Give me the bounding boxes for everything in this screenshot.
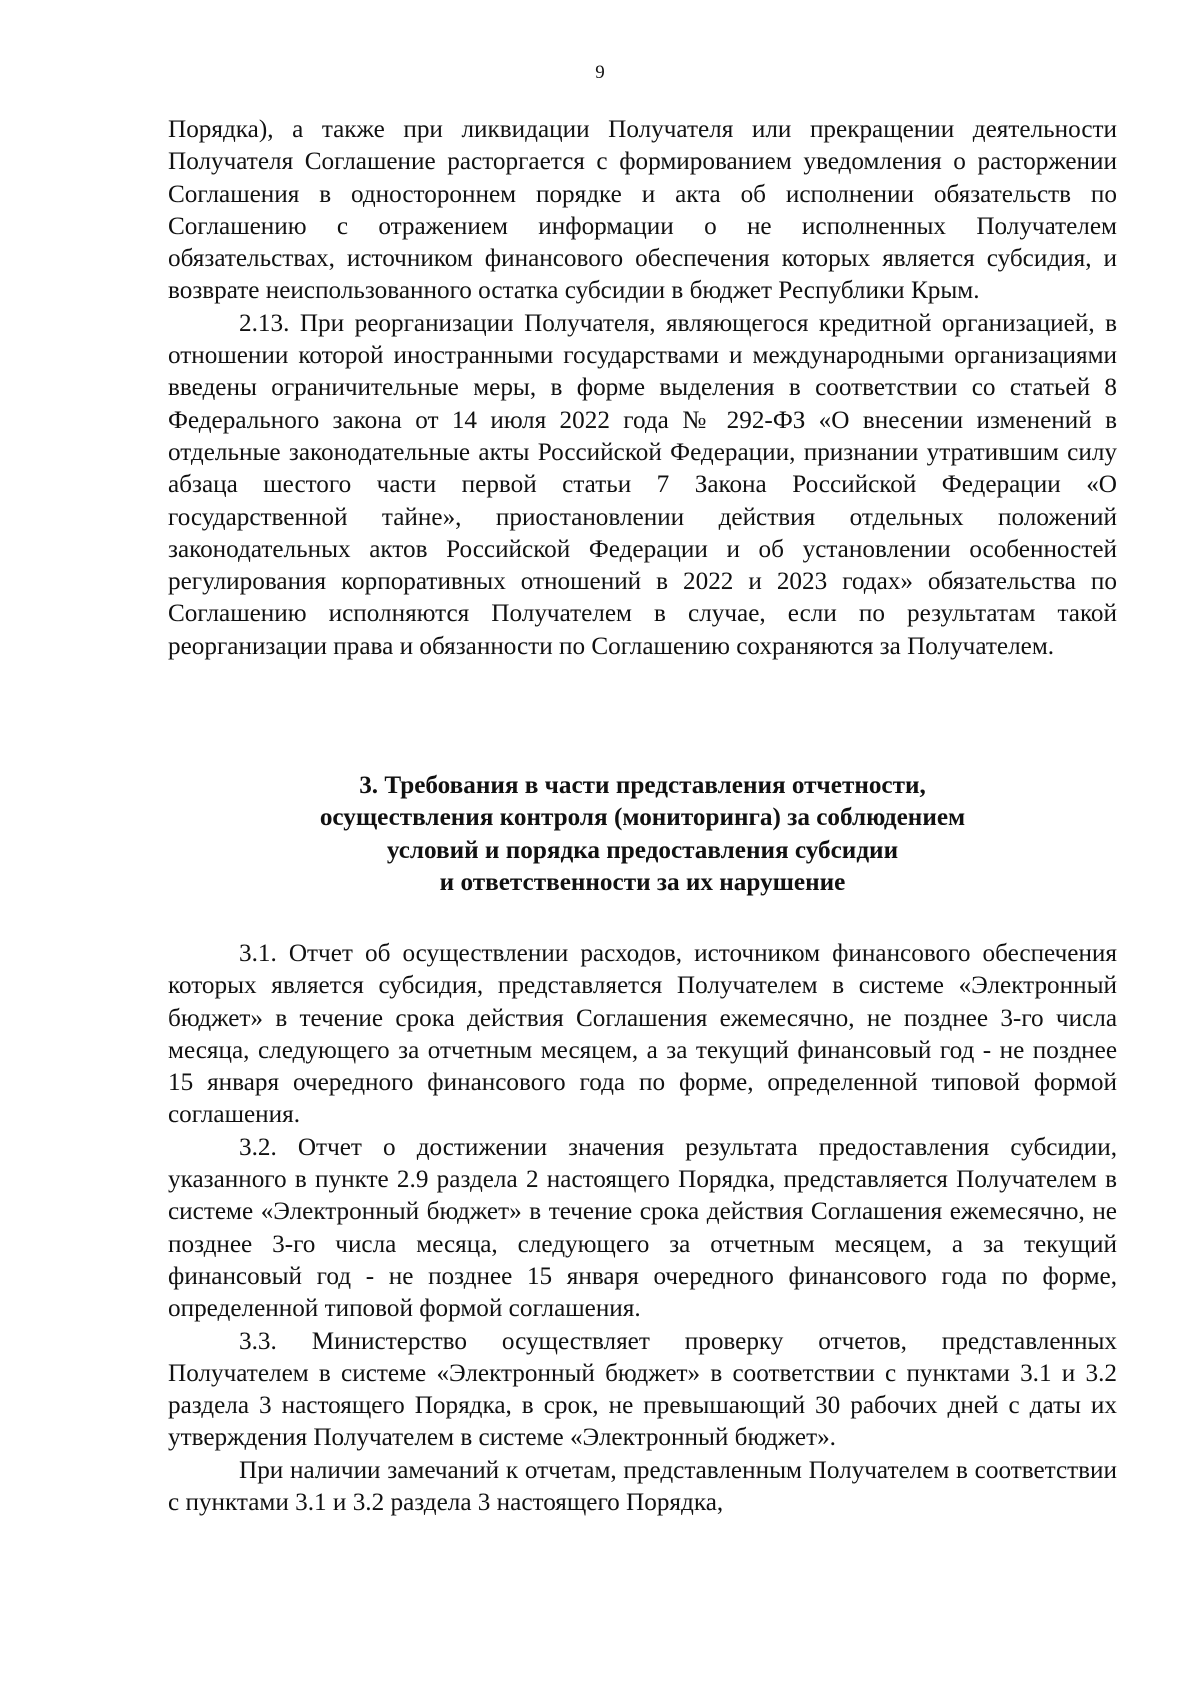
section-heading-line: осуществления контроля (мониторинга) за соблюдением bbox=[319, 804, 966, 832]
section-heading-line: условий и порядка предоставления субсидии bbox=[386, 836, 899, 864]
section-heading-line: и ответственности за их нарушение bbox=[439, 868, 846, 896]
paragraph-continuation: Порядка), а также при ликвидации Получателя или прекращении деятельности Получателя Соглашение расторгается с формированием уведомления о расторжении Соглашения в одностороннем порядке и акта об исполнении обязательств по Соглашению с отражением информации о не исполненных Получателем обязательствах, источником финансового обеспечения которых является субсидия, и возврате неиспользованного остатка субсидии в бюджет Республики Крым. bbox=[168, 116, 1117, 305]
section-3-heading bbox=[168, 770, 1117, 899]
text-block-bottom bbox=[168, 938, 1117, 1519]
section-heading-line: 3. Требования в части представления отчетности, bbox=[359, 772, 926, 799]
paragraph-remarks: При наличии замечаний к отчетам, представленным Получателем в соответствии с пунктами 3.1 и 3.2 раздела 3 настоящего Порядка, bbox=[168, 1456, 1117, 1517]
page-number: 9 bbox=[595, 62, 605, 83]
paragraph-3-1: 3.1. Отчет об осуществлении расходов, источником финансового обеспечения которых является субсидия, представляется Получателем в системе «Электронный бюджет» в течение срока действия Соглашения ежемесячно, не позднее 3-го числа месяца, следующего за отчетным месяцем, а за текущий финансовый год - не позднее 15 января очередного финансового года по форме, определенной типовой формой соглашения. bbox=[168, 940, 1117, 1129]
text-block-top bbox=[168, 114, 1117, 663]
paragraph-3-2: 3.2. Отчет о достижении значения результата предоставления субсидии, указанного в пункте 2.9 раздела 2 настоящего Порядка, представляется Получателем в системе «Электронный бюджет» в течение срока действия Соглашения ежемесячно, не позднее 3-го числа месяца, следующего за отчетным месяцем, а за текущий финансовый год - не позднее 15 января очередного финансового года по форме, определенной типовой формой соглашения. bbox=[168, 1133, 1117, 1323]
paragraph-3-3: 3.3. Министерство осуществляет проверку отчетов, представленных Получателем в системе «Электронный бюджет» в соответствии с пунктами 3.1 и 3.2 раздела 3 настоящего Порядка, в срок, не превышающий 30 рабочих дней с даты их утверждения Получателем в системе «Электронный бюджет». bbox=[168, 1327, 1117, 1452]
paragraph-2-13: 2.13. При реорганизации Получателя, являющегося кредитной организацией, в отношении которой иностранными государствами и международными организациями введены ограничительные меры, в форме выделения в соответствии со статьей 8 Федерального закона от 14 июля 2022 года № 292-ФЗ «О внесении изменений в отдельные законодательные акты Российской Федерации, признании утратившим силу абзаца шестого части первой статьи 7 Закона Российской Федерации «О государственной тайне», приостановлении действия отдельных положений законодательных актов Российской Федерации и об установлении особенностей регулирования корпоративных отношений в 2022 и 2023 годах» обязательства по Соглашению исполняются Получателем в случае, если по результатам такой реорганизации права и обязанности по Соглашению сохраняются за Получателем. bbox=[168, 309, 1117, 660]
